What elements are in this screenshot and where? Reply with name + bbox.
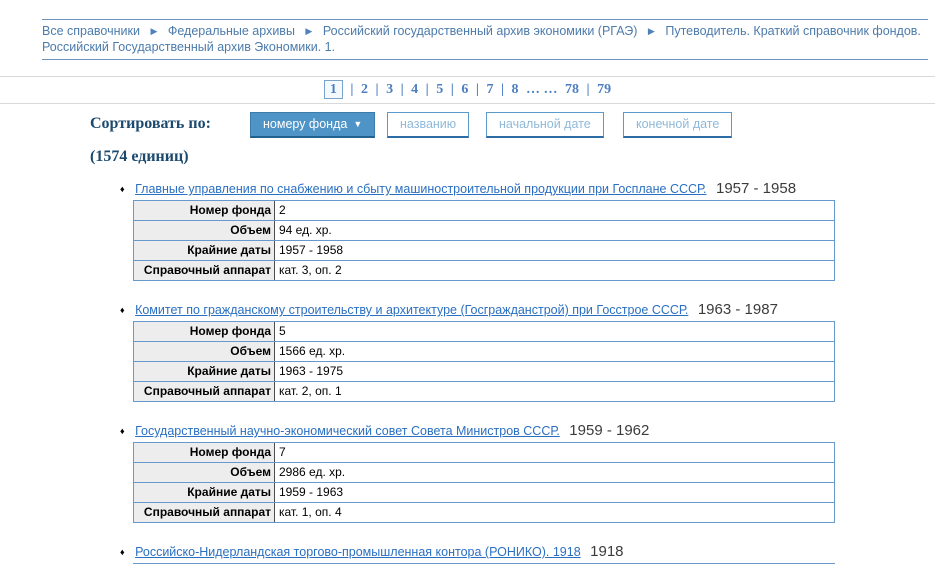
table-row	[134, 443, 834, 463]
table-row	[134, 382, 834, 401]
table-row	[134, 241, 834, 261]
fund-number-label: Номер фонда	[134, 322, 274, 341]
fund-years: 1918	[590, 543, 624, 560]
fund-number-label: Номер фонда	[134, 443, 274, 462]
bullet-icon: ♦	[120, 305, 125, 315]
sort-button-label: номеру фонда	[263, 117, 348, 131]
breadcrumb-link-all-directories[interactable]: Все справочники	[42, 24, 140, 38]
pagination-page-link[interactable]: 7	[486, 82, 494, 97]
bullet-icon: ♦	[120, 547, 125, 557]
reference-apparatus-label: Справочный аппарат	[134, 382, 274, 401]
pagination-current-page: 1	[324, 80, 343, 99]
pagination-separator: |	[500, 82, 505, 97]
breadcrumb-link-federal-archives[interactable]: Федеральные архивы	[167, 24, 295, 38]
date-range-value: 1963 - 1975	[274, 362, 834, 381]
reference-apparatus-value: кат. 2, оп. 1	[274, 382, 834, 401]
date-range-label: Крайние даты	[134, 362, 274, 381]
pagination-page-link[interactable]: 4	[411, 82, 419, 97]
volume-value: 2986 ед. хр.	[274, 463, 834, 482]
breadcrumb-link-rgae[interactable]: Российский государственный архив экономики (РГАЭ)	[322, 24, 638, 38]
sort-by-label: Сортировать по:	[90, 115, 211, 132]
volume-label: Объем	[134, 221, 274, 240]
fund-number-value: 7	[274, 443, 834, 462]
fund-years: 1959 - 1962	[569, 422, 650, 439]
results-count: (1574 единиц)	[90, 148, 189, 165]
fund-entry-title-row	[120, 423, 935, 439]
fund-details-table-clipped	[133, 563, 835, 567]
table-row	[134, 362, 834, 382]
fund-title-link[interactable]: Государственный научно-экономический совет Совета Министров СССР.	[135, 424, 560, 438]
sort-button-end-date[interactable]: конечной дате	[623, 112, 732, 138]
sort-button-title[interactable]: названию	[387, 112, 469, 138]
pagination-separator: |	[400, 82, 404, 97]
fund-details-table	[133, 321, 835, 402]
fund-entry	[120, 302, 935, 402]
pagination-separator: |	[450, 82, 454, 97]
pagination-separator: |	[350, 82, 354, 97]
fund-details-table	[133, 442, 835, 523]
bullet-icon: ♦	[120, 426, 125, 436]
fund-entry-title-row	[120, 302, 935, 318]
pagination-page-link[interactable]: 5	[436, 82, 444, 97]
table-row	[134, 503, 834, 522]
volume-value: 94 ед. хр.	[274, 221, 834, 240]
pagination-page-link[interactable]: 6	[461, 82, 469, 97]
table-row	[134, 483, 834, 503]
volume-label: Объем	[134, 342, 274, 361]
chevron-down-icon: ▼	[353, 119, 363, 129]
volume-label: Объем	[134, 463, 274, 482]
pagination-page-link[interactable]: 79	[597, 82, 612, 97]
breadcrumb-link-guide[interactable]: Путеводитель. Краткий справочник фондов. Российский Государственный архив Экономики. 1.	[42, 24, 921, 54]
table-row	[134, 342, 834, 362]
fund-entry-title-row	[120, 544, 935, 560]
table-row	[134, 322, 834, 342]
sort-button-start-date[interactable]: начальной дате	[486, 112, 604, 138]
reference-apparatus-label: Справочный аппарат	[134, 503, 274, 522]
fund-title-link[interactable]: Российско-Нидерландская торгово-промышленная контора (РОНИКО). 1918	[135, 545, 581, 559]
pagination-page-link[interactable]: 8	[511, 82, 519, 97]
fund-number-label: Номер фонда	[134, 201, 274, 220]
volume-value: 1566 ед. хр.	[274, 342, 834, 361]
fund-number-value: 2	[274, 201, 834, 220]
table-row	[134, 201, 834, 221]
date-range-label: Крайние даты	[134, 483, 274, 502]
pagination-page-link[interactable]: 78	[565, 82, 580, 97]
reference-apparatus-label: Справочный аппарат	[134, 261, 274, 280]
fund-list	[120, 181, 935, 567]
pagination-separator: |	[425, 82, 429, 97]
date-range-label: Крайние даты	[134, 241, 274, 260]
bullet-icon: ♦	[120, 184, 125, 194]
pagination	[0, 76, 935, 104]
fund-entry	[120, 423, 935, 523]
fund-title-link[interactable]: Комитет по гражданскому строительству и архитектуре (Госгражданстрой) при Госстрое СССР.	[135, 303, 689, 317]
breadcrumb-arrow-icon: ▶	[305, 26, 313, 36]
breadcrumb	[42, 19, 928, 60]
pagination-page-link[interactable]: 2	[360, 82, 368, 97]
fund-number-value: 5	[274, 322, 834, 341]
breadcrumb-arrow-icon: ▶	[150, 26, 158, 36]
pagination-ellipsis: … …	[526, 82, 558, 97]
fund-details-table	[133, 200, 835, 281]
fund-entry	[120, 544, 935, 567]
pagination-separator: |	[375, 82, 379, 97]
table-row	[134, 221, 834, 241]
reference-apparatus-value: кат. 3, оп. 2	[274, 261, 834, 280]
breadcrumb-arrow-icon: ▶	[647, 26, 655, 36]
table-row	[134, 463, 834, 483]
sort-button-fund-number[interactable]	[250, 112, 375, 138]
table-row	[134, 261, 834, 280]
fund-entry-title-row	[120, 181, 935, 197]
reference-apparatus-value: кат. 1, оп. 4	[274, 503, 834, 522]
fund-entry	[120, 181, 935, 281]
fund-title-link[interactable]: Главные управления по снабжению и сбыту машиностроительной продукции при Госплане СССР.	[135, 182, 707, 196]
pagination-separator: |	[586, 82, 590, 97]
fund-years: 1963 - 1987	[697, 301, 778, 318]
pagination-separator: |	[475, 82, 479, 97]
date-range-value: 1957 - 1958	[274, 241, 834, 260]
date-range-value: 1959 - 1963	[274, 483, 834, 502]
pagination-page-link[interactable]: 3	[386, 82, 394, 97]
fund-years: 1957 - 1958	[715, 180, 797, 197]
sort-toolbar	[0, 110, 935, 144]
